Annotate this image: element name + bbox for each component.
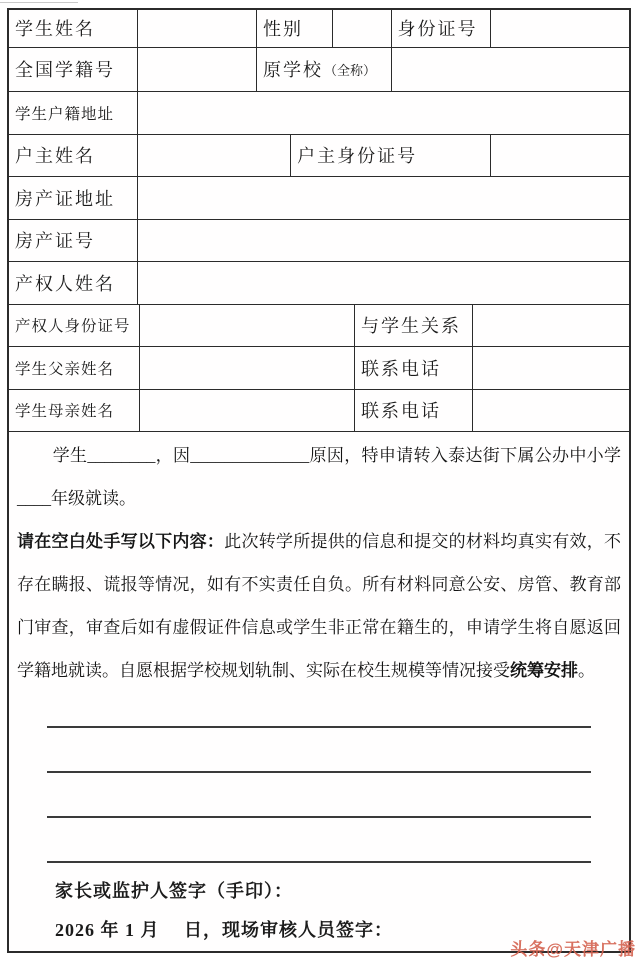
- guardian-signature-line: 家长或监护人签字（手印）：: [55, 881, 293, 901]
- label-householder-id: 户主身份证号: [291, 135, 491, 177]
- label-id-number: 身份证号: [392, 10, 491, 47]
- declaration-section: [9, 432, 629, 943]
- label-father-phone: 联系电话: [355, 347, 473, 389]
- table-row: [9, 177, 629, 220]
- table-row: [9, 10, 629, 48]
- input-householder-id: [491, 135, 629, 177]
- table-row: [9, 262, 629, 305]
- label-student-name: 学生姓名: [9, 10, 138, 47]
- input-father-phone: [473, 347, 629, 389]
- input-student-relation: [473, 305, 629, 347]
- handwritten-declaration: [17, 520, 621, 692]
- input-owner-id: [140, 305, 355, 347]
- input-household-address: [138, 92, 629, 134]
- input-mother-name: [140, 390, 355, 432]
- input-owner-name: [138, 262, 629, 304]
- input-original-school: [392, 48, 629, 92]
- label-property-address: 房产证地址: [9, 177, 138, 219]
- label-owner-name: 产权人姓名: [9, 262, 138, 304]
- table-row: [9, 92, 629, 135]
- input-householder-name: [138, 135, 291, 177]
- label-mother-name: 学生母亲姓名: [9, 390, 140, 432]
- input-mother-phone: [473, 390, 629, 432]
- input-id-number: [491, 10, 629, 47]
- label-father-name: 学生父亲姓名: [9, 347, 140, 389]
- input-national-student-id: [138, 48, 257, 92]
- declaration-body: 此次转学所提供的信息和提交的材料均真实有效，不存在瞒报、谎报等情况，如有不实责任自负。所有材料同意公安、房管、教育部门审查，审查后如有虚假证件信息或学生非正常在籍生的，申请学生将自愿返回学籍地就读。自愿根据学校规划轨制、实际在校生规模等情况接受: [17, 532, 622, 680]
- table-row: [9, 220, 629, 263]
- table-row: [9, 135, 629, 178]
- input-property-cert-number: [138, 220, 629, 262]
- blank-writing-line: [47, 700, 591, 728]
- transfer-application-form: [7, 8, 631, 953]
- application-statement: 学生________，因______________原因，特申请转入泰达街下属公办中小学____年级就读。: [17, 446, 621, 508]
- scan-edge-artifact: [0, 2, 78, 3]
- table-row: [9, 48, 629, 93]
- label-original-school: [257, 48, 392, 92]
- handwriting-blank-lines: [47, 700, 591, 863]
- input-property-address: [138, 177, 629, 219]
- label-national-student-id: 全国学籍号: [9, 48, 138, 92]
- label-student-relation: 与学生关系: [355, 305, 473, 347]
- declaration-period: 。: [578, 661, 595, 680]
- table-row: [9, 347, 629, 390]
- label-householder-name: 户主姓名: [9, 135, 138, 177]
- input-father-name: [140, 347, 355, 389]
- toutiao-watermark: 头条@天津广播: [510, 940, 636, 959]
- declaration-lead: 请在空白处手写以下内容：: [17, 532, 225, 551]
- table-row: [9, 390, 629, 433]
- input-student-name: [138, 10, 257, 47]
- input-gender: [333, 10, 392, 47]
- label-mother-phone: 联系电话: [355, 390, 473, 432]
- label-owner-id: 产权人身份证号: [9, 305, 140, 347]
- label-household-address: 学生户籍地址: [9, 92, 138, 134]
- declaration-bold-term: 统筹安排: [510, 661, 578, 680]
- blank-writing-line: [47, 773, 591, 818]
- label-original-school-sub: （全称）: [323, 62, 376, 78]
- blank-writing-line: [47, 818, 591, 863]
- label-property-cert-number: 房产证号: [9, 220, 138, 262]
- label-gender: 性别: [257, 10, 333, 47]
- label-original-school-main: 原学校: [262, 60, 323, 81]
- table-row: [9, 305, 629, 348]
- blank-writing-line: [47, 728, 591, 773]
- date-and-reviewer-signature-line: 2026 年 1 月 日，现场审核人员签字：: [55, 920, 393, 940]
